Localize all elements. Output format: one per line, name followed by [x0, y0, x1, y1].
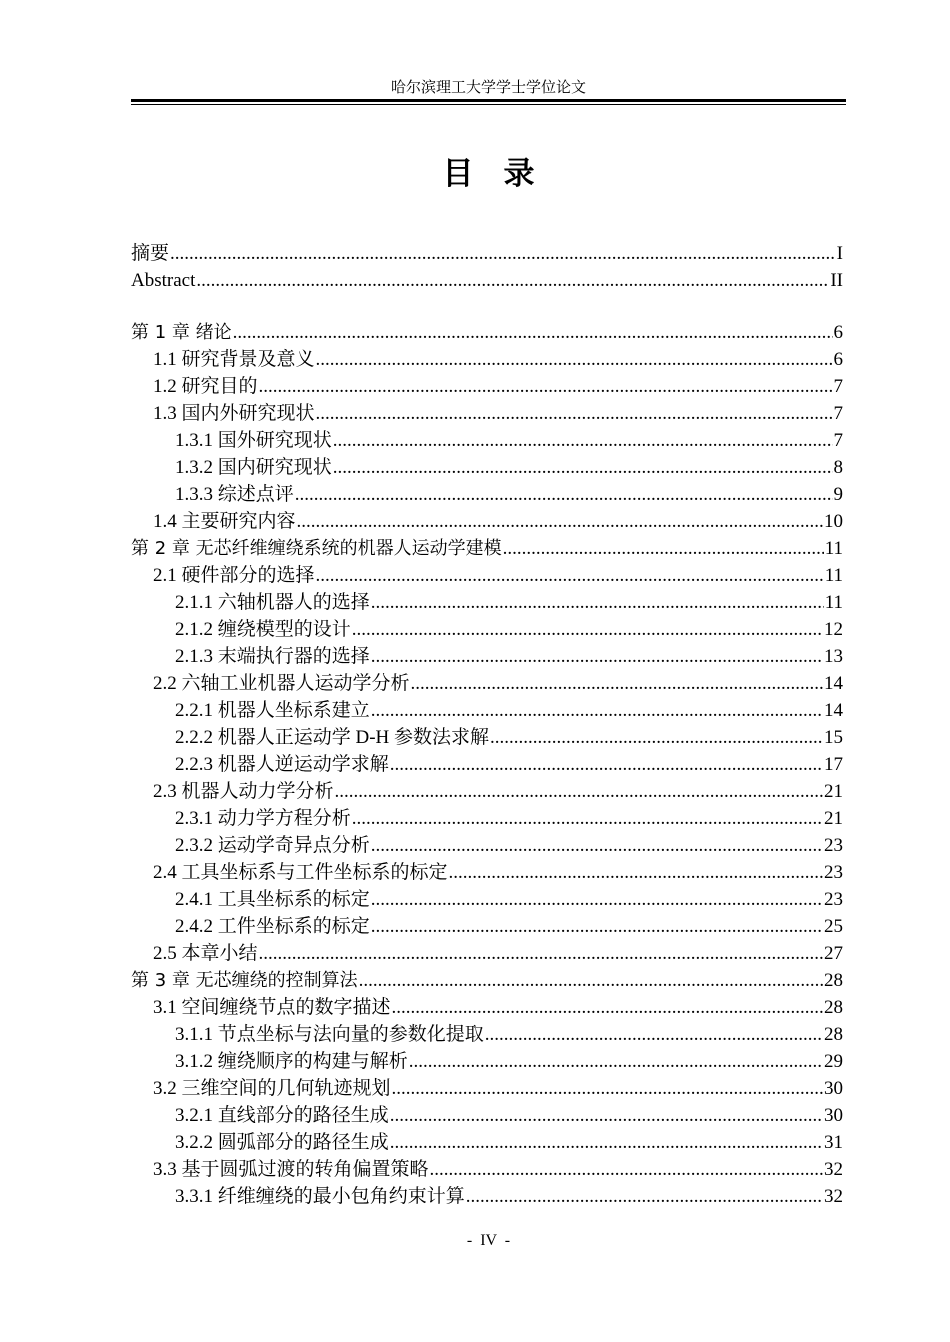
toc-entry-page: 7 [833, 430, 843, 451]
page-number: - IV - [466, 1232, 511, 1249]
toc-entry-page: 6 [833, 322, 843, 343]
toc-dot-leader [503, 535, 824, 562]
toc-entry-page: 15 [824, 727, 843, 748]
toc-entry-label: 2.3 机器人动力学分析 [153, 781, 334, 802]
toc-dot-leader [430, 1156, 823, 1183]
toc-entry[interactable] [131, 240, 843, 267]
toc-entry-page: 8 [833, 457, 843, 478]
toc-entry[interactable] [131, 1183, 843, 1210]
toc-dot-leader [259, 940, 823, 967]
toc-entry[interactable] [131, 400, 843, 427]
toc-dot-leader [392, 994, 823, 1021]
toc-entry[interactable] [131, 1048, 843, 1075]
toc-dot-leader [371, 886, 823, 913]
toc-entry-label: 2.4 工具坐标系与工件坐标系的标定 [153, 862, 448, 883]
toc-entry-page: 28 [824, 1024, 843, 1045]
toc-entry-page: 29 [824, 1051, 843, 1072]
toc-entry[interactable] [131, 267, 843, 294]
toc-entry-page: 30 [824, 1105, 843, 1126]
toc-entry[interactable] [131, 1156, 843, 1183]
toc-dot-leader [333, 454, 833, 481]
toc-entry[interactable] [131, 481, 843, 508]
toc-entry-page: 31 [824, 1132, 843, 1153]
toc-entry-label: 3.1.2 缠绕顺序的构建与解析 [175, 1051, 408, 1072]
toc-entry-page: 21 [824, 781, 843, 802]
toc-entry[interactable] [131, 373, 843, 400]
toc-entry-page: 9 [833, 484, 843, 505]
toc-entry-label: 第 2 章 无芯纤维缠绕系统的机器人运动学建模 [131, 538, 502, 559]
toc-entry[interactable] [131, 643, 843, 670]
toc-entry[interactable] [131, 454, 843, 481]
toc-entry-label: 2.4.1 工具坐标系的标定 [175, 889, 370, 910]
toc-entry-page: 10 [824, 511, 843, 532]
toc-entry-page: 14 [824, 673, 843, 694]
toc-dot-leader [316, 346, 833, 373]
toc-entry-label: Abstract [131, 270, 196, 291]
toc-entry-page: 28 [824, 997, 843, 1018]
toc-entry-label: 3.3 基于圆弧过渡的转角偏置策略 [153, 1159, 429, 1180]
toc-entry[interactable] [131, 967, 843, 994]
toc-entry-label: 2.1.3 末端执行器的选择 [175, 646, 370, 667]
toc-entry-page: 11 [824, 538, 843, 559]
toc-entry[interactable] [131, 724, 843, 751]
toc-entry-label: 1.3.2 国内研究现状 [175, 457, 332, 478]
toc-entry[interactable] [131, 1129, 843, 1156]
toc-entry-label: 2.2.2 机器人正运动学 D-H 参数法求解 [175, 727, 490, 748]
toc-entry-page: 32 [824, 1159, 843, 1180]
toc-dot-leader [485, 1021, 823, 1048]
toc-entry-label: 2.1 硬件部分的选择 [153, 565, 315, 586]
toc-entry-label: 2.1.1 六轴机器人的选择 [175, 592, 370, 613]
toc-entry-label: 2.3.2 运动学奇异点分析 [175, 835, 370, 856]
toc-title: 目录 [442, 156, 565, 192]
toc-dot-leader [259, 373, 833, 400]
toc-entry-page: I [836, 243, 843, 264]
toc-entry[interactable] [131, 670, 843, 697]
toc-entry-page: 23 [824, 835, 843, 856]
toc-dot-leader [371, 913, 823, 940]
toc-entry-label: 1.1 研究背景及意义 [153, 349, 315, 370]
toc-entry[interactable] [131, 940, 843, 967]
toc-entry-page: 12 [824, 619, 843, 640]
toc-entry[interactable] [131, 994, 843, 1021]
toc-entry-page: 32 [824, 1186, 843, 1207]
toc-entry-label: 3.1 空间缠绕节点的数字描述 [153, 997, 391, 1018]
toc-entry-label: 1.3.3 综述点评 [175, 484, 294, 505]
toc-dot-leader [392, 1075, 823, 1102]
toc-entry[interactable] [131, 859, 843, 886]
toc-entry-label: 1.3 国内外研究现状 [153, 403, 315, 424]
toc-dot-leader [170, 240, 836, 267]
table-of-contents [131, 240, 843, 1210]
toc-entry[interactable] [131, 697, 843, 724]
toc-entry-page: 23 [824, 862, 843, 883]
toc-entry-label: 2.1.2 缠绕模型的设计 [175, 619, 351, 640]
toc-entry-page: II [830, 270, 843, 291]
toc-dot-leader [335, 778, 823, 805]
toc-entry-label: 2.3.1 动力学方程分析 [175, 808, 351, 829]
toc-dot-leader [390, 1102, 823, 1129]
toc-dot-leader [390, 1129, 823, 1156]
toc-dot-leader [352, 616, 823, 643]
toc-entry-page: 17 [824, 754, 843, 775]
toc-entry[interactable] [131, 751, 843, 778]
toc-entry-label: 1.3.1 国外研究现状 [175, 430, 332, 451]
toc-entry-label: 第 1 章 绪论 [131, 322, 232, 343]
toc-entry-label: 2.2.3 机器人逆运动学求解 [175, 754, 389, 775]
toc-entry-page: 14 [824, 700, 843, 721]
toc-dot-leader [371, 643, 823, 670]
toc-entry-label: 3.2 三维空间的几何轨迹规划 [153, 1078, 391, 1099]
toc-entry[interactable] [131, 832, 843, 859]
toc-entry[interactable] [131, 805, 843, 832]
toc-dot-leader [371, 697, 823, 724]
toc-dot-leader [297, 508, 823, 535]
toc-dot-leader [359, 967, 823, 994]
toc-entry[interactable] [131, 1075, 843, 1102]
toc-entry[interactable] [131, 319, 843, 346]
toc-entry-page: 13 [824, 646, 843, 667]
toc-dot-leader [449, 859, 823, 886]
toc-entry-label: 3.3.1 纤维缠绕的最小包角约束计算 [175, 1186, 465, 1207]
toc-entry-page: 25 [824, 916, 843, 937]
toc-entry[interactable] [131, 346, 843, 373]
running-header: 哈尔滨理工大学学士学位论文 [390, 80, 586, 96]
toc-entry-page: 6 [833, 349, 843, 370]
toc-entry-page: 27 [824, 943, 843, 964]
toc-entry[interactable] [131, 535, 843, 562]
toc-entry-label: 第 3 章 无芯缠绕的控制算法 [131, 970, 358, 991]
toc-entry-page: 23 [824, 889, 843, 910]
toc-entry-label: 3.2.1 直线部分的路径生成 [175, 1105, 389, 1126]
toc-entry-label: 1.2 研究目的 [153, 376, 258, 397]
toc-entry[interactable] [131, 427, 843, 454]
toc-entry[interactable] [131, 589, 843, 616]
toc-dot-leader [490, 724, 823, 751]
toc-entry-label: 3.1.1 节点坐标与法向量的参数化提取 [175, 1024, 484, 1045]
toc-dot-leader [196, 267, 829, 294]
toc-entry[interactable] [131, 508, 843, 535]
toc-entry-page: 11 [824, 592, 843, 613]
toc-entry-page: 11 [824, 565, 843, 586]
toc-entry-page: 21 [824, 808, 843, 829]
toc-entry[interactable] [131, 913, 843, 940]
toc-dot-leader [390, 751, 823, 778]
toc-dot-leader [316, 400, 833, 427]
toc-entry-label: 摘要 [131, 243, 170, 264]
toc-entry-label: 3.2.2 圆弧部分的路径生成 [175, 1132, 389, 1153]
toc-dot-leader [409, 1048, 823, 1075]
toc-dot-leader [411, 670, 823, 697]
toc-entry[interactable] [131, 886, 843, 913]
toc-entry[interactable] [131, 778, 843, 805]
toc-entry-page: 30 [824, 1078, 843, 1099]
toc-entry-label: 1.4 主要研究内容 [153, 511, 296, 532]
header-rule-thick [131, 99, 846, 102]
toc-entry-page: 7 [833, 376, 843, 397]
toc-dot-leader [233, 319, 833, 346]
toc-entry[interactable] [131, 1102, 843, 1129]
toc-dot-leader [316, 562, 824, 589]
toc-entry[interactable] [131, 616, 843, 643]
toc-entry-page: 7 [833, 403, 843, 424]
toc-entry-label: 2.2.1 机器人坐标系建立 [175, 700, 370, 721]
toc-entry-label: 2.5 本章小结 [153, 943, 258, 964]
toc-entry-page: 28 [824, 970, 843, 991]
toc-entry-label: 2.2 六轴工业机器人运动学分析 [153, 673, 410, 694]
toc-entry[interactable] [131, 562, 843, 589]
toc-entry[interactable] [131, 1021, 843, 1048]
toc-dot-leader [371, 832, 823, 859]
toc-dot-leader [333, 427, 833, 454]
toc-entry-label: 2.4.2 工件坐标系的标定 [175, 916, 370, 937]
toc-dot-leader [295, 481, 833, 508]
toc-dot-leader [466, 1183, 823, 1210]
toc-dot-leader [371, 589, 824, 616]
header-rule-thin [131, 104, 846, 105]
toc-dot-leader [352, 805, 823, 832]
